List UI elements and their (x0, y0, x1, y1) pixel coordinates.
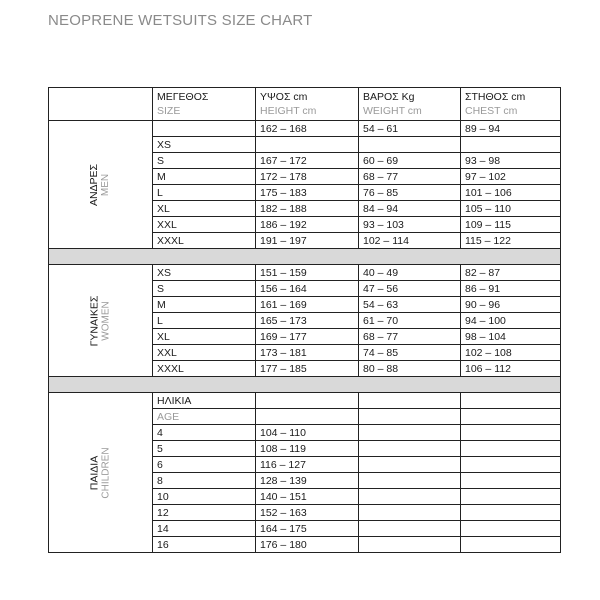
size-cell: XL (153, 329, 256, 345)
chest-cell: 109 – 115 (461, 217, 561, 233)
weight-cell (359, 537, 461, 553)
size-cell: 12 (153, 505, 256, 521)
height-cell: 151 – 159 (256, 265, 359, 281)
age-header-greek: ΗΛΙΚΙΑ (153, 393, 256, 409)
chest-cell (461, 505, 561, 521)
chest-cell: 97 – 102 (461, 169, 561, 185)
height-cell: 167 – 172 (256, 153, 359, 169)
table-row (49, 121, 561, 137)
group-label (89, 447, 113, 498)
height-cell: 140 – 151 (256, 489, 359, 505)
weight-cell: 61 – 70 (359, 313, 461, 329)
height-cell: 173 – 181 (256, 345, 359, 361)
header-row (49, 88, 561, 121)
size-cell: 8 (153, 473, 256, 489)
size-cell: 6 (153, 457, 256, 473)
chest-cell (461, 537, 561, 553)
weight-cell: 54 – 63 (359, 297, 461, 313)
weight-cell: 84 – 94 (359, 201, 461, 217)
chest-cell: 115 – 122 (461, 233, 561, 249)
weight-cell (359, 473, 461, 489)
height-cell (256, 137, 359, 153)
section-separator (49, 249, 561, 265)
chest-cell: 102 – 108 (461, 345, 561, 361)
weight-cell: 54 – 61 (359, 121, 461, 137)
weight-cell: 68 – 77 (359, 169, 461, 185)
weight-cell: 68 – 77 (359, 329, 461, 345)
size-cell: XS (153, 137, 256, 153)
size-cell: 16 (153, 537, 256, 553)
header-chest: ΣΤΗΘΟΣ cm CHEST cm (461, 88, 561, 121)
header-height: ΥΨΟΣ cm HEIGHT cm (256, 88, 359, 121)
chest-cell: 86 – 91 (461, 281, 561, 297)
weight-cell (359, 137, 461, 153)
height-cell: 161 – 169 (256, 297, 359, 313)
size-cell: 5 (153, 441, 256, 457)
chest-cell (461, 473, 561, 489)
chest-cell: 93 – 98 (461, 153, 561, 169)
height-cell: 177 – 185 (256, 361, 359, 377)
chest-cell (461, 137, 561, 153)
table-row (49, 265, 561, 281)
size-cell: XXL (153, 217, 256, 233)
chest-cell (461, 393, 561, 409)
size-cell: 10 (153, 489, 256, 505)
weight-cell: 80 – 88 (359, 361, 461, 377)
weight-cell: 60 – 69 (359, 153, 461, 169)
weight-cell (359, 521, 461, 537)
section-separator (49, 377, 561, 393)
weight-cell (359, 505, 461, 521)
group-label-cell (49, 265, 153, 377)
height-cell: 164 – 175 (256, 521, 359, 537)
chest-cell: 89 – 94 (461, 121, 561, 137)
group-label-english: WOMEN (100, 301, 112, 341)
size-cell: 14 (153, 521, 256, 537)
size-cell: L (153, 185, 256, 201)
chest-cell: 105 – 110 (461, 201, 561, 217)
age-header-row (49, 393, 561, 409)
size-cell: S (153, 153, 256, 169)
header-weight: ΒΑΡΟΣ Kg WEIGHT cm (359, 88, 461, 121)
size-cell: L (153, 313, 256, 329)
chest-cell: 82 – 87 (461, 265, 561, 281)
height-cell (256, 409, 359, 425)
weight-cell: 93 – 103 (359, 217, 461, 233)
height-cell (256, 393, 359, 409)
chest-cell: 90 – 96 (461, 297, 561, 313)
size-cell: 4 (153, 425, 256, 441)
height-cell: 182 – 188 (256, 201, 359, 217)
size-cell: XXXL (153, 361, 256, 377)
header-empty-cell (49, 88, 153, 121)
header-size: ΜΕΓΕΘΟΣ SIZE (153, 88, 256, 121)
group-label-greek: ΓΥΝΑΙΚΕΣ (88, 295, 101, 347)
weight-cell (359, 409, 461, 425)
chest-cell: 106 – 112 (461, 361, 561, 377)
group-label-cell (49, 393, 153, 553)
children-section (49, 393, 561, 553)
men-section (49, 121, 561, 249)
weight-cell (359, 425, 461, 441)
height-cell: 116 – 127 (256, 457, 359, 473)
height-cell: 191 – 197 (256, 233, 359, 249)
weight-cell: 40 – 49 (359, 265, 461, 281)
weight-cell: 47 – 56 (359, 281, 461, 297)
size-cell: M (153, 169, 256, 185)
height-cell: 152 – 163 (256, 505, 359, 521)
group-label-english: CHILDREN (100, 447, 112, 499)
weight-cell (359, 457, 461, 473)
size-cell: XXXL (153, 233, 256, 249)
age-header-english: AGE (153, 409, 256, 425)
weight-cell (359, 441, 461, 457)
height-cell: 128 – 139 (256, 473, 359, 489)
chest-cell (461, 425, 561, 441)
weight-cell: 74 – 85 (359, 345, 461, 361)
chest-cell (461, 489, 561, 505)
weight-cell (359, 393, 461, 409)
size-chart-table (48, 87, 561, 553)
chest-cell (461, 457, 561, 473)
group-label (88, 296, 112, 347)
chest-cell (461, 521, 561, 537)
chest-cell: 101 – 106 (461, 185, 561, 201)
size-cell: XXL (153, 345, 256, 361)
weight-cell: 102 – 114 (359, 233, 461, 249)
size-cell: S (153, 281, 256, 297)
height-cell: 108 – 119 (256, 441, 359, 457)
height-cell: 156 – 164 (256, 281, 359, 297)
group-label-greek: ΑΝΔΡΕΣ (88, 163, 101, 207)
size-cell: XL (153, 201, 256, 217)
weight-cell (359, 489, 461, 505)
size-cell: XS (153, 265, 256, 281)
group-label-english: MEN (100, 173, 112, 197)
group-label-cell (49, 121, 153, 249)
height-cell: 165 – 173 (256, 313, 359, 329)
height-cell: 186 – 192 (256, 217, 359, 233)
height-cell: 169 – 177 (256, 329, 359, 345)
chest-cell: 98 – 104 (461, 329, 561, 345)
size-cell: M (153, 297, 256, 313)
chest-cell: 94 – 100 (461, 313, 561, 329)
chest-cell (461, 441, 561, 457)
women-section (49, 265, 561, 377)
height-cell: 104 – 110 (256, 425, 359, 441)
height-cell: 176 – 180 (256, 537, 359, 553)
weight-cell: 76 – 85 (359, 185, 461, 201)
chest-cell (461, 409, 561, 425)
page-title: NEOPRENE WETSUITS SIZE CHART (48, 12, 313, 29)
group-label-greek: ΠΑΙΔΙΑ (88, 455, 101, 491)
height-cell: 162 – 168 (256, 121, 359, 137)
height-cell: 172 – 178 (256, 169, 359, 185)
height-cell: 175 – 183 (256, 185, 359, 201)
group-label (88, 164, 112, 206)
size-cell (153, 121, 256, 137)
